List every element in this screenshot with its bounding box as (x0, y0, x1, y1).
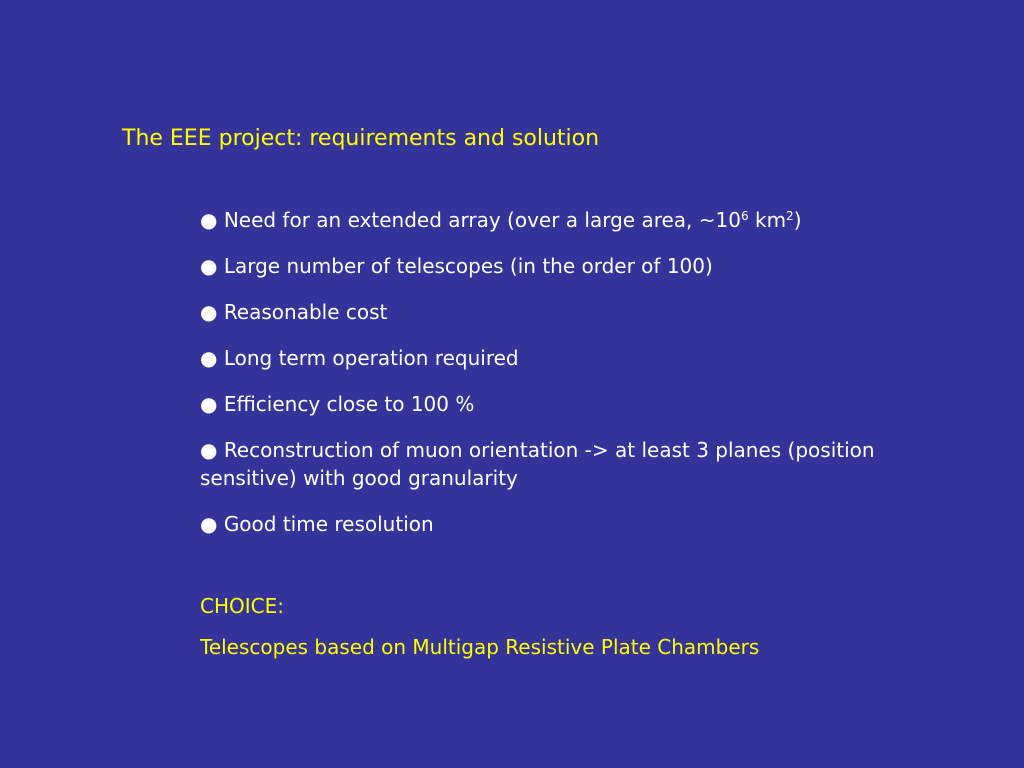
bullet-text: Long term operation required (223, 346, 519, 370)
bullet-text: Good time resolution (223, 512, 434, 536)
bullet-item-cost (200, 298, 900, 326)
bullet-text: km (748, 208, 787, 232)
bullet-list (200, 206, 900, 556)
bullet-icon: ● (200, 392, 218, 416)
bullet-item-reconstruction (200, 436, 900, 492)
slide-title: The EEE project: requirements and solution (122, 126, 600, 151)
bullet-item-long-term (200, 344, 900, 372)
bullet-icon: ● (200, 208, 218, 232)
bullet-superscript: 2 (786, 209, 794, 223)
bullet-text: Reasonable cost (223, 300, 388, 324)
bullet-icon: ● (200, 512, 218, 536)
bullet-item-time-resolution (200, 510, 900, 538)
bullet-icon: ● (200, 300, 218, 324)
choice-label: CHOICE: (200, 594, 284, 618)
bullet-text: Large number of telescopes (in the order of 100) (223, 254, 713, 278)
bullet-text: ) (793, 208, 802, 232)
bullet-item-telescope-number (200, 252, 900, 280)
bullet-text: Need for an extended array (over a large area, ~10 (223, 208, 741, 232)
bullet-item-extended-array (200, 206, 900, 234)
bullet-icon: ● (200, 346, 218, 370)
bullet-text: Reconstruction of muon orientation -> at least 3 planes (position sensitive) with good granularity (200, 438, 875, 490)
bullet-superscript: 6 (740, 209, 749, 223)
bullet-icon: ● (200, 438, 218, 462)
choice-text: Telescopes based on Multigap Resistive Plate Chambers (200, 635, 760, 659)
bullet-text: Efficiency close to 100 % (223, 392, 475, 416)
bullet-item-efficiency (200, 390, 900, 418)
bullet-icon: ● (200, 254, 218, 278)
